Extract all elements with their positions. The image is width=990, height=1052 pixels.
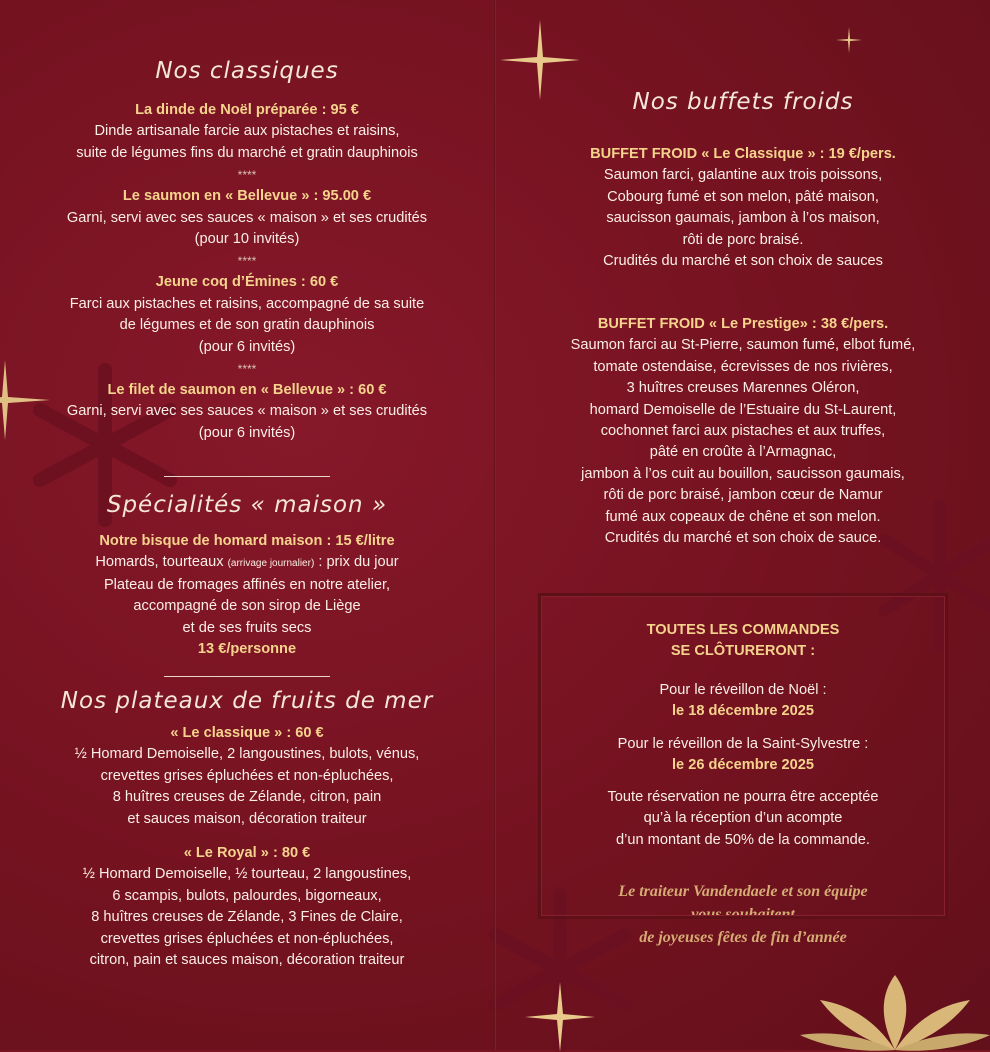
homards-price: : prix du jour: [314, 554, 399, 571]
coq-desc-1: Farci aux pistaches et raisins, accompagné de sa suite: [69, 295, 425, 312]
dinde-name: La dinde de Noël préparée : 95 €: [135, 102, 359, 118]
buffet-classique-desc-4: rôti de porc braisé.: [682, 231, 804, 248]
buffet-classique-desc-3: saucisson gaumais, jambon à l’os maison,: [606, 210, 880, 227]
classique-desc-4: et sauces maison, décoration traiteur: [127, 810, 367, 827]
coq-name: Jeune coq d’Émines : 60 €: [155, 274, 339, 291]
plateau-price: 13 €/personne: [197, 641, 297, 658]
dinde-desc-2: suite de légumes fins du marché et gratin dauphinois: [76, 144, 418, 161]
royal-desc-5: citron, pain et sauces maison, décoration traiteur: [89, 952, 405, 969]
buffet-prestige-desc-9: fumé aux copeaux de chêne et son melon.: [605, 508, 881, 525]
buffet-prestige-desc-6: pâté en croûte à l’Armagnac,: [649, 444, 837, 461]
royal-desc-2: 6 scampis, bulots, palourdes, bigorneaux,: [112, 887, 382, 904]
buffet-prestige-desc-1: Saumon farci au St-Pierre, saumon fumé, elbot fumé,: [570, 337, 916, 354]
note-2: qu’à la réception d’un acompte: [643, 810, 843, 827]
royal-list: [0, 843, 494, 971]
buffet-prestige-desc-8: rôti de porc braisé, jambon cœur de Namur: [603, 487, 883, 504]
buffet-prestige: [496, 314, 990, 549]
homards-note: (arrivage journalier): [227, 558, 315, 570]
separator: ****: [237, 254, 257, 269]
classique-desc-3: 8 huîtres creuses de Zélande, citron, pain: [112, 789, 382, 806]
orders-frame: [538, 593, 948, 919]
noel-date: le 18 décembre 2025: [672, 703, 814, 720]
divider: [164, 476, 330, 477]
classique-desc-2: crevettes grises épluchées et non-épluchées,: [100, 767, 394, 784]
buffet-prestige-desc-2: tomate ostendaise, écrevisses de nos rivières,: [593, 358, 893, 375]
royal-desc-3: 8 huîtres creuses de Zélande, 3 Fines de Claire,: [91, 909, 403, 926]
fruits-de-mer-list: [0, 723, 494, 830]
sylvestre-date: le 26 décembre 2025: [672, 757, 814, 774]
separator: ****: [237, 362, 257, 377]
left-panel: [0, 0, 494, 1050]
closing-2: vous souhaitent: [691, 906, 795, 923]
classiques-list: [0, 100, 494, 444]
filet-name: Le filet de saumon en « Bellevue » : 60 €: [107, 382, 387, 399]
royal-name: « Le Royal » : 80 €: [183, 845, 311, 861]
buffet-prestige-desc-4: homard Demoiselle de l’Estuaire du St-Laurent,: [589, 401, 897, 418]
buffet-prestige-desc-3: 3 huîtres creuses Marennes Oléron,: [626, 380, 860, 397]
noel-label: Pour le réveillon de Noël :: [659, 682, 827, 698]
filet-desc-2: (pour 6 invités): [198, 424, 296, 441]
plateau-3: et de ses fruits secs: [182, 619, 312, 636]
buffet-prestige-desc-5: cochonnet farci aux pistaches et aux truffes,: [600, 423, 886, 440]
homards: [0, 552, 494, 574]
note-3: d’un montant de 50% de la commande.: [616, 831, 870, 848]
buffet-classique-desc-1: Saumon farci, galantine aux trois poissons,: [603, 167, 883, 184]
coq-desc-3: (pour 6 invités): [198, 338, 296, 355]
classique-desc-1: ½ Homard Demoiselle, 2 langoustines, bulots, vénus,: [74, 746, 420, 763]
royal-desc-4: crevettes grises épluchées et non-épluchées,: [100, 930, 394, 947]
classiques-title: Nos classiques: [155, 58, 339, 84]
specialites-title: Spécialités « maison »: [106, 492, 388, 518]
separator: ****: [237, 168, 257, 183]
specialites-list: [0, 531, 494, 660]
dinde-desc-1: Dinde artisanale farcie aux pistaches et raisins,: [94, 123, 400, 140]
saumon-name: Le saumon en « Bellevue » : 95.00 €: [122, 188, 372, 205]
buffet-classique-desc-5: Crudités du marché et son choix de sauces: [603, 253, 883, 270]
sylvestre-label: Pour le réveillon de la Saint-Sylvestre :: [617, 736, 869, 752]
buffets-title: Nos buffets froids: [632, 89, 854, 115]
commandes-heading-1: TOUTES LES COMMANDES: [646, 622, 840, 638]
saumon-desc-1: Garni, servi avec ses sauces « maison » et ses crudités: [66, 209, 428, 226]
commandes-heading-2: SE CLÔTURERONT :: [670, 643, 816, 660]
saumon-desc-2: (pour 10 invités): [194, 231, 300, 248]
closing-1: Le traiteur Vandendaele et son équipe: [618, 883, 868, 900]
buffet-classique: [496, 144, 990, 272]
fruits-de-mer-title: Nos plateaux de fruits de mer: [60, 688, 434, 714]
filet-desc-1: Garni, servi avec ses sauces « maison » et ses crudités: [66, 403, 428, 420]
closing-3: de joyeuses fêtes de fin d’année: [639, 929, 847, 946]
buffet-classique-name: BUFFET FROID « Le Classique » : 19 €/pers.: [590, 146, 896, 162]
buffet-prestige-desc-10: Crudités du marché et son choix de sauce.: [604, 530, 882, 547]
plateau-1: Plateau de fromages affinés en notre atelier,: [103, 576, 391, 593]
bisque: Notre bisque de homard maison : 15 €/litre: [99, 533, 395, 549]
coq-desc-2: de légumes et de son gratin dauphinois: [119, 317, 375, 334]
homards-text: Homards, tourteaux: [95, 554, 224, 571]
buffet-classique-desc-2: Cobourg fumé et son melon, pâté maison,: [607, 188, 879, 205]
plateau-2: accompagné de son sirop de Liège: [133, 598, 361, 615]
royal-desc-1: ½ Homard Demoiselle, ½ tourteau, 2 langoustines,: [82, 866, 412, 883]
classique-name: « Le classique » : 60 €: [170, 725, 324, 741]
buffet-prestige-name: BUFFET FROID « Le Prestige» : 38 €/pers.: [597, 316, 889, 332]
note-1: Toute réservation ne pourra être acceptée: [607, 789, 879, 805]
buffet-prestige-desc-7: jambon à l’os cuit au bouillon, saucisson gaumais,: [581, 465, 905, 482]
divider: [164, 676, 330, 677]
